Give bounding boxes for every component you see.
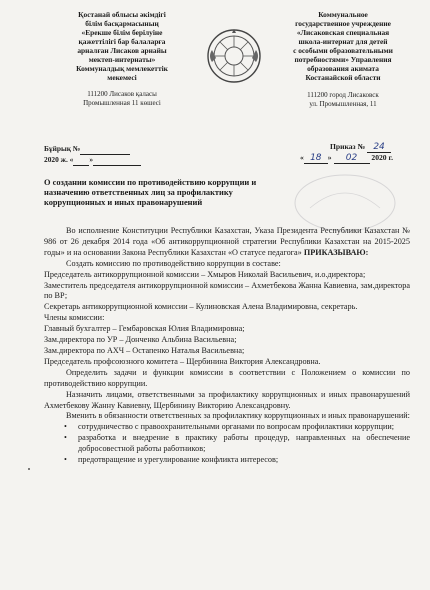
address-kazakh — [42, 90, 202, 107]
orders-word: ПРИКАЗЫВАЮ: — [303, 247, 369, 257]
org-line: с особыми образовательными — [293, 46, 393, 55]
duties-list — [44, 422, 410, 466]
commission-chair: Председатель антикоррупционной комиссии – Хмыров Николай Васильевич, и.о.директора; — [44, 269, 366, 279]
kazakhstan-state-emblem-icon — [206, 28, 262, 84]
duty-item — [64, 433, 410, 455]
org-line: школа-интернат для детей — [298, 37, 388, 46]
duties-intro-paragraph: Вменить в обязанности ответственных за профилактику коррупционных и иных правонарушений: — [66, 411, 410, 421]
document-body — [44, 226, 410, 466]
order-number-kazakh — [44, 144, 141, 166]
address-russian — [268, 91, 418, 108]
org-line: арналған Лисаков арнайы — [77, 46, 167, 55]
duty-text: предотвращение и урегулирование конфликта интересов; — [78, 455, 279, 465]
header-russian — [268, 10, 418, 108]
org-line: Қостанай облысы әкімдігі — [78, 10, 166, 19]
org-line: государственное учреждение — [295, 19, 391, 28]
address-line: ул. Промышленная, 11 — [309, 99, 377, 108]
order-label-russian: Приказ № — [330, 142, 366, 151]
commission-secretary: Секретарь антикоррупционной комиссии – Кулиновская Алена Владимировна, секретарь. — [44, 302, 358, 312]
order-month: 02 — [334, 153, 370, 164]
org-line: мектеп-интернаты» — [88, 55, 156, 64]
order-date-prefix: 2020 ж. « — [44, 155, 74, 164]
bullet-icon: • — [64, 422, 67, 432]
org-line: Коммуналдық мемлекеттік — [76, 64, 168, 73]
org-line: білім басқармасының — [85, 19, 159, 28]
member-item: Зам.директора по АХЧ – Остапенко Наталья Васильевна; — [44, 345, 245, 355]
org-name-russian — [268, 10, 418, 82]
margin-dot — [28, 468, 30, 470]
order-number-value: 24 — [367, 142, 391, 153]
address-line: Промышленная 11 көшесі — [83, 98, 161, 107]
document-title: О создании комиссии по противодействию коррупции и назначению ответственных лиц за профилактику коррупционных и иных правонарушений — [44, 178, 257, 208]
org-line: образования акимата — [307, 64, 379, 73]
order-year: 2020 г. — [371, 153, 393, 162]
date-day-blank — [73, 155, 89, 166]
order-label-kazakh: Бұйрық № — [44, 144, 81, 153]
intro-paragraph — [44, 226, 410, 259]
duty-item — [64, 422, 410, 433]
org-line: потребностями» Управления — [294, 55, 392, 64]
org-name-kazakh — [42, 10, 202, 82]
member-item: Главный бухгалтер – Гембаровская Юлия Владимировна; — [44, 324, 245, 334]
org-line: Костанайской области — [305, 73, 381, 82]
org-line: «Ерекше білім берілуіне — [81, 28, 163, 37]
bullet-icon: • — [64, 455, 67, 465]
order-day: 18 — [304, 153, 328, 164]
define-tasks-paragraph: Определить задачи и функции комиссии в соответствии с Положением о комиссии по противодействию коррупции. — [44, 367, 410, 388]
org-line: «Лисаковская специальная — [296, 28, 390, 37]
date-month-blank — [93, 155, 141, 166]
order-number-russian: Приказ № 24 « 18 » 02 2020 г. — [300, 142, 393, 163]
org-line: мекемесі — [107, 73, 137, 82]
intro-text: Во исполнение Конституции Республики Казахстан, Указа Президента Республики Казахстан № 986 от 26 декабря 2014 года «Об антикоррупционной стратегии Республики Казахстан на 2015-2025 годы» и на основании Закона Республики Казахстан «О статусе педагога» — [44, 226, 410, 257]
create-commission-paragraph: Создать комиссию по противодействию коррупции в составе: — [66, 258, 281, 268]
bullet-icon: • — [64, 433, 67, 443]
header-kazakh — [42, 10, 202, 107]
members-title: Члены комиссии: — [44, 313, 105, 323]
org-line: қажеттілігі бар балаларға — [78, 37, 166, 46]
duty-text: сотрудничество с правоохранительными органами по вопросам профилактики коррупции; — [78, 422, 395, 432]
address-line: 111200 Лисаков қаласы — [87, 90, 157, 98]
member-item: Председатель профсоюзного комитета – Щербинина Виктория Александровна. — [44, 356, 321, 366]
org-line: Коммунальное — [318, 10, 368, 19]
member-item: Зам.директора по УР – Донченко Альбина Васильевна; — [44, 335, 237, 345]
duty-item — [64, 455, 410, 466]
appoint-paragraph: Назначить лицами, ответственными за профилактику коррупционных и иных правонарушений Ахметбекову Жанну Кавиевну, Щербинину Викторию Александровну. — [44, 389, 410, 410]
duty-text: разработка и внедрение в практику работы процедур, направленных на обеспечение добросовестной работы работников; — [78, 433, 410, 454]
order-number-blank — [80, 144, 130, 155]
commission-deputy: Заместитель председателя антикоррупционной комиссии – Ахметбекова Жанна Кавиевна, зам.директора по ВР; — [44, 280, 410, 301]
address-line: 111200 город Лисаковск — [307, 91, 379, 99]
order-date-mid: » — [89, 155, 94, 164]
